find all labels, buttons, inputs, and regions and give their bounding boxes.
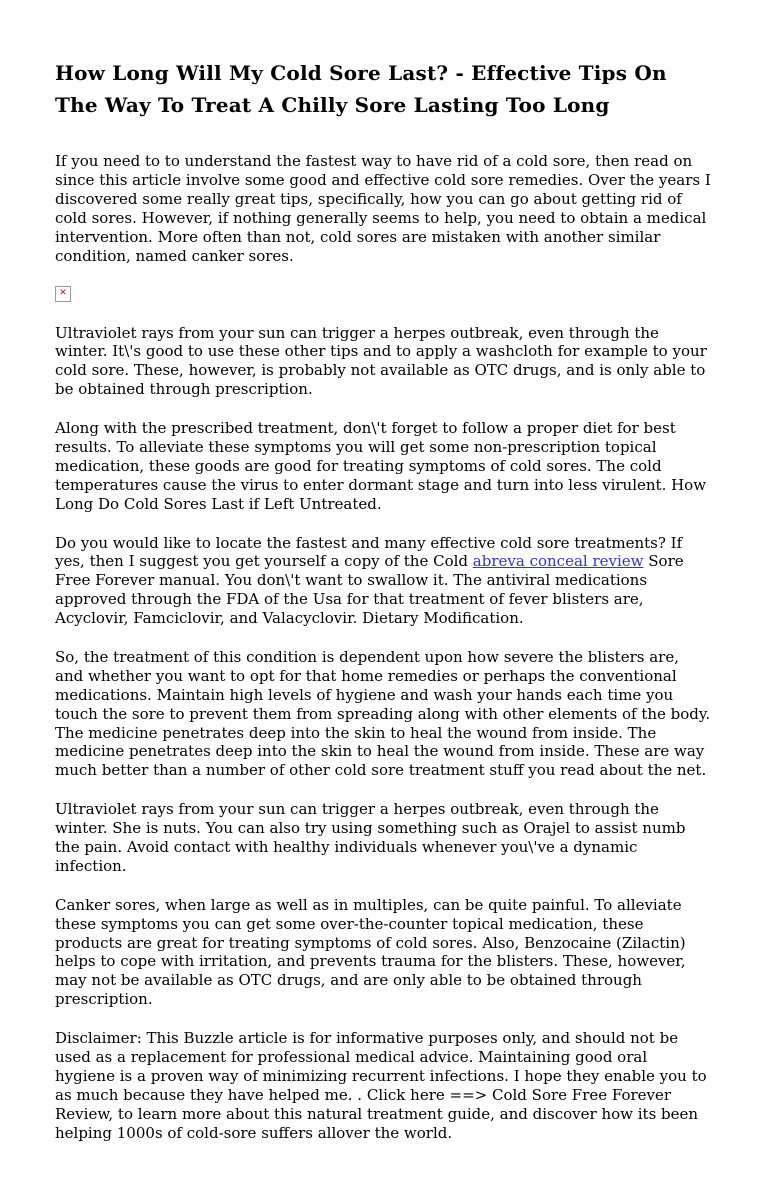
paragraph-prescribed-treatment: Along with the prescribed treatment, don\'t forget to follow a proper diet for best results. To alleviate these symptoms you will get some non-prescription topical medication, these goods are good for treating symptoms of cold sores. The cold temperatures cause the virus to enter dormant stage and turn into less virulent. How Long Do Cold Sores Last if Left Untreated. — [55, 419, 707, 513]
abreva-conceal-review-link[interactable]: abreva conceal review — [472, 552, 644, 571]
link-paragraph-before-text: Do you would like to locate the fastest and many effective cold sore treatments? If yes, then I suggest you get yourself a copy of the Cold — [55, 533, 683, 571]
paragraph-uv-rays-second: Ultraviolet rays from your sun can trigger a herpes outbreak, even through the winter. She is nuts. You can also try using something such as Orajel to assist numb the pain. Avoid contact with healthy individuals whenever you\'ve a dynamic infection. — [55, 800, 686, 875]
paragraph-uv-rays: Ultraviolet rays from your sun can trigger a herpes outbreak, even through the winter. It\'s good to use these other tips and to apply a washcloth for example to your cold sore. These, however, is probably not available as OTC drugs, and is only able to be obtained through prescription. — [55, 323, 707, 399]
link-paragraph-after-text: Sore Free Forever manual. You don\'t want to swallow it. The antiviral medications approved through the FDA of the Usa for that treatment of fever blisters are, Acyclovir, Famciclovir, and Valacyclovir. Dietary Modification. — [55, 552, 684, 628]
broken-image-placeholder — [55, 286, 71, 302]
broken-image-x-icon: ✕ — [59, 288, 67, 299]
paragraph-intro: If you need to to understand the fastest way to have rid of a cold sore, then read on since this article involve some good and effective cold sore remedies. Over the years I discovered some really great tips, specifically, how you can go about getting rid of cold sores. However, if nothing generally seems to help, you need to obtain a medical intervention. More often than not, cold sores are mistaken with another similar condition, named canker sores. — [55, 152, 711, 265]
paragraph-disclaimer: Disclaimer: This Buzzle article is for informative purposes only, and should not be used as a replacement for professional medical advice. Maintaining good oral hygiene is a proven way of minimizing recurrent infections. I hope they enable you to as much because they have helped me. . Click here ==> Cold Sore Free Forever Review, to learn more about this natural treatment guide, and discover how its been helping 1000s of cold-sore suffers allover the world. — [55, 1029, 707, 1142]
paragraph-with-link — [55, 534, 711, 628]
page-title: How Long Will My Cold Sore Last? - Effective Tips On The Way To Treat A Chilly Sore Lasting Too Long — [55, 61, 667, 117]
paragraph-treatment-condition: So, the treatment of this condition is dependent upon how severe the blisters are, and whether you want to opt for that home remedies or perhaps the conventional medications. Maintain high levels of hygiene and wash your hands each time you touch the sore to prevent them from spreading along with other elements of the body. The medicine penetrates deep into the skin to heal the wound from inside. The medicine penetrates deep into the skin to heal the wound from inside. These are way much better than a number of other cold sore treatment stuff you read about the net. — [55, 648, 711, 780]
paragraph-canker-sores: Canker sores, when large as well as in multiples, can be quite painful. To alleviate these symptoms you can get some over-the-counter topical medication, these products are great for treating symptoms of cold sores. Also, Benzocaine (Zilactin) helps to cope with irritation, and prevents trauma for the blisters. These, however, may not be available as OTC drugs, and are only able to be obtained through prescription. — [55, 895, 686, 1009]
